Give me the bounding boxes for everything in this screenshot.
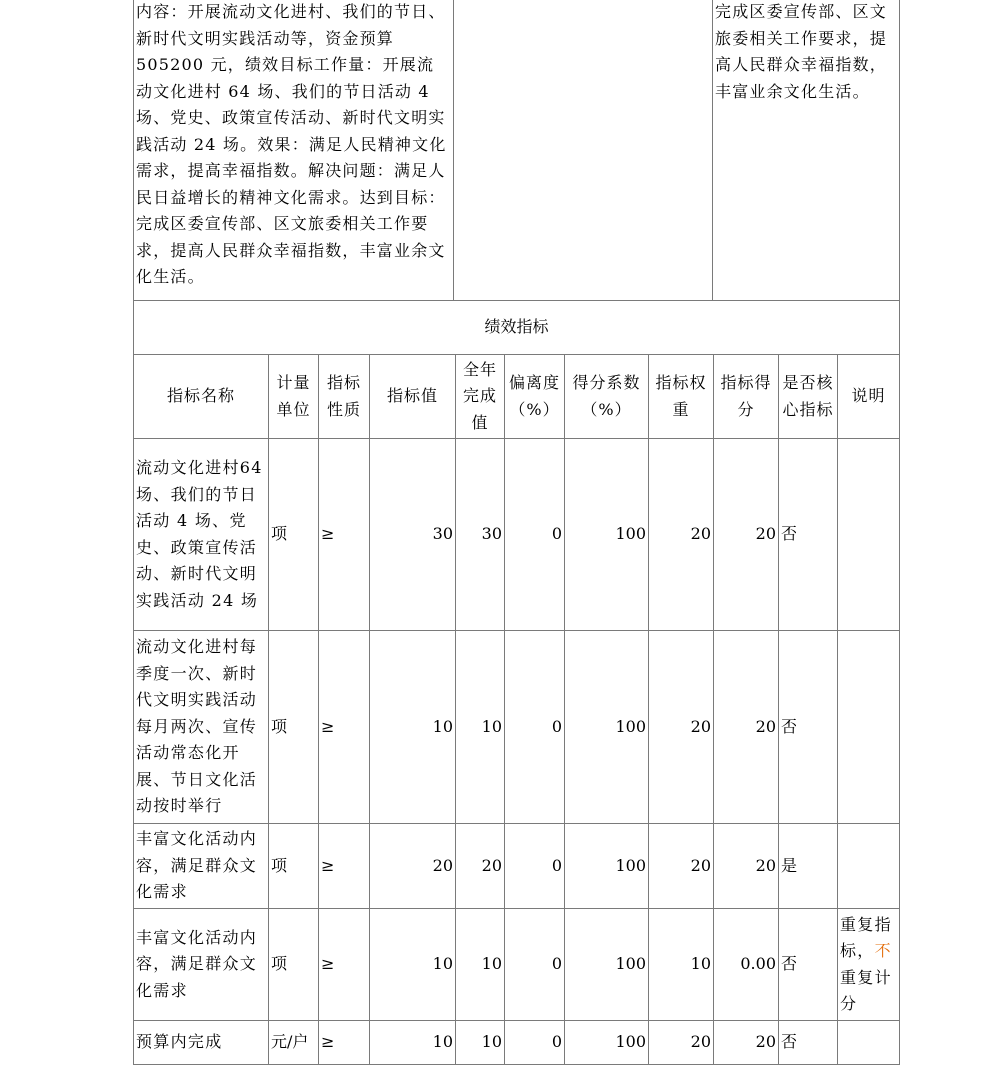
- actual: 30: [456, 439, 505, 631]
- score: 20: [714, 1021, 779, 1065]
- note-highlight: 不: [874, 941, 892, 960]
- coefficient: 100: [565, 824, 649, 909]
- header-name: 指标名称: [134, 355, 269, 439]
- header-deviation: 偏离度（%）: [505, 355, 565, 439]
- project-goal: 完成区委宣传部、区文旅委相关工作要求，提高人民群众幸福指数，丰富业余文化生活。: [713, 0, 900, 301]
- core: 否: [779, 1021, 838, 1065]
- actual: 20: [456, 824, 505, 909]
- header-weight: 指标权重: [649, 355, 714, 439]
- header-row: [134, 355, 900, 439]
- table-row: [134, 1021, 900, 1065]
- performance-indicators-table: [133, 300, 900, 1065]
- core: 是: [779, 824, 838, 909]
- unit: 项: [269, 909, 319, 1021]
- project-summary-table: [133, 0, 900, 301]
- coefficient: 100: [565, 439, 649, 631]
- nature: ≥: [319, 1021, 370, 1065]
- header-note: 说明: [838, 355, 900, 439]
- actual: 10: [456, 909, 505, 1021]
- score: 20: [714, 631, 779, 824]
- nature: ≥: [319, 824, 370, 909]
- header-coefficient: 得分系数（%）: [565, 355, 649, 439]
- indicator-name: 丰富文化活动内容，满足群众文化需求: [134, 824, 269, 909]
- core: 否: [779, 631, 838, 824]
- core: 否: [779, 909, 838, 1021]
- nature: ≥: [319, 909, 370, 1021]
- note: [838, 909, 900, 1021]
- note: [838, 1021, 900, 1065]
- note-part: 重复指标，: [840, 914, 892, 960]
- project-content: 内容：开展流动文化进村、我们的节日、新时代文明实践活动等，资金预算505200 元，绩效目标工作量：开展流动文化进村 64 场、我们的节日活动 4 场、党史、政策宣传活动、新时代文明实践活动 24 场。效果：满足人民精神文化需求，提高幸福指数。解决问题：满足人民日益增长的精神文化需求。达到目标：完成区委宣传部、区文旅委相关工作要求，提高人民群众幸福指数，丰富业余文化生活。: [134, 0, 454, 301]
- actual: 10: [456, 1021, 505, 1065]
- deviation: 0: [505, 909, 565, 1021]
- nature: ≥: [319, 631, 370, 824]
- nature: ≥: [319, 439, 370, 631]
- deviation: 0: [505, 824, 565, 909]
- note: [838, 631, 900, 824]
- score: 20: [714, 824, 779, 909]
- note: [838, 824, 900, 909]
- table-row: [134, 631, 900, 824]
- table-row: [134, 824, 900, 909]
- coefficient: 100: [565, 909, 649, 1021]
- weight: 20: [649, 824, 714, 909]
- coefficient: 100: [565, 631, 649, 824]
- coefficient: 100: [565, 1021, 649, 1065]
- note: [838, 439, 900, 631]
- weight: 20: [649, 631, 714, 824]
- table-row: [134, 439, 900, 631]
- unit: 项: [269, 824, 319, 909]
- header-core: 是否核心指标: [779, 355, 838, 439]
- unit: 项: [269, 439, 319, 631]
- target: 10: [370, 631, 456, 824]
- deviation: 0: [505, 631, 565, 824]
- target: 30: [370, 439, 456, 631]
- weight: 20: [649, 439, 714, 631]
- deviation: 0: [505, 439, 565, 631]
- weight: 10: [649, 909, 714, 1021]
- target: 20: [370, 824, 456, 909]
- deviation: 0: [505, 1021, 565, 1065]
- section-title: 绩效指标: [134, 301, 900, 355]
- core: 否: [779, 439, 838, 631]
- header-unit: 计量单位: [269, 355, 319, 439]
- header-actual: 全年完成值: [456, 355, 505, 439]
- header-score: 指标得分: [714, 355, 779, 439]
- header-nature: 指标性质: [319, 355, 370, 439]
- unit: 元/户: [269, 1021, 319, 1065]
- table-row: [134, 909, 900, 1021]
- weight: 20: [649, 1021, 714, 1065]
- indicator-name: 丰富文化活动内容，满足群众文化需求: [134, 909, 269, 1021]
- indicator-name: 预算内完成: [134, 1021, 269, 1065]
- indicator-name: 流动文化进村每季度一次、新时代文明实践活动每月两次、宣传活动常态化开展、节日文化活动按时举行: [134, 631, 269, 824]
- header-target: 指标值: [370, 355, 456, 439]
- unit: 项: [269, 631, 319, 824]
- score: 0.00: [714, 909, 779, 1021]
- target: 10: [370, 1021, 456, 1065]
- score: 20: [714, 439, 779, 631]
- actual: 10: [456, 631, 505, 824]
- target: 10: [370, 909, 456, 1021]
- indicator-name: 流动文化进村64 场、我们的节日活动 4 场、党史、政策宣传活动、新时代文明实践活动 24 场: [134, 439, 269, 631]
- summary-middle-cell: [454, 0, 713, 301]
- note-part: 重复计分: [840, 967, 892, 1013]
